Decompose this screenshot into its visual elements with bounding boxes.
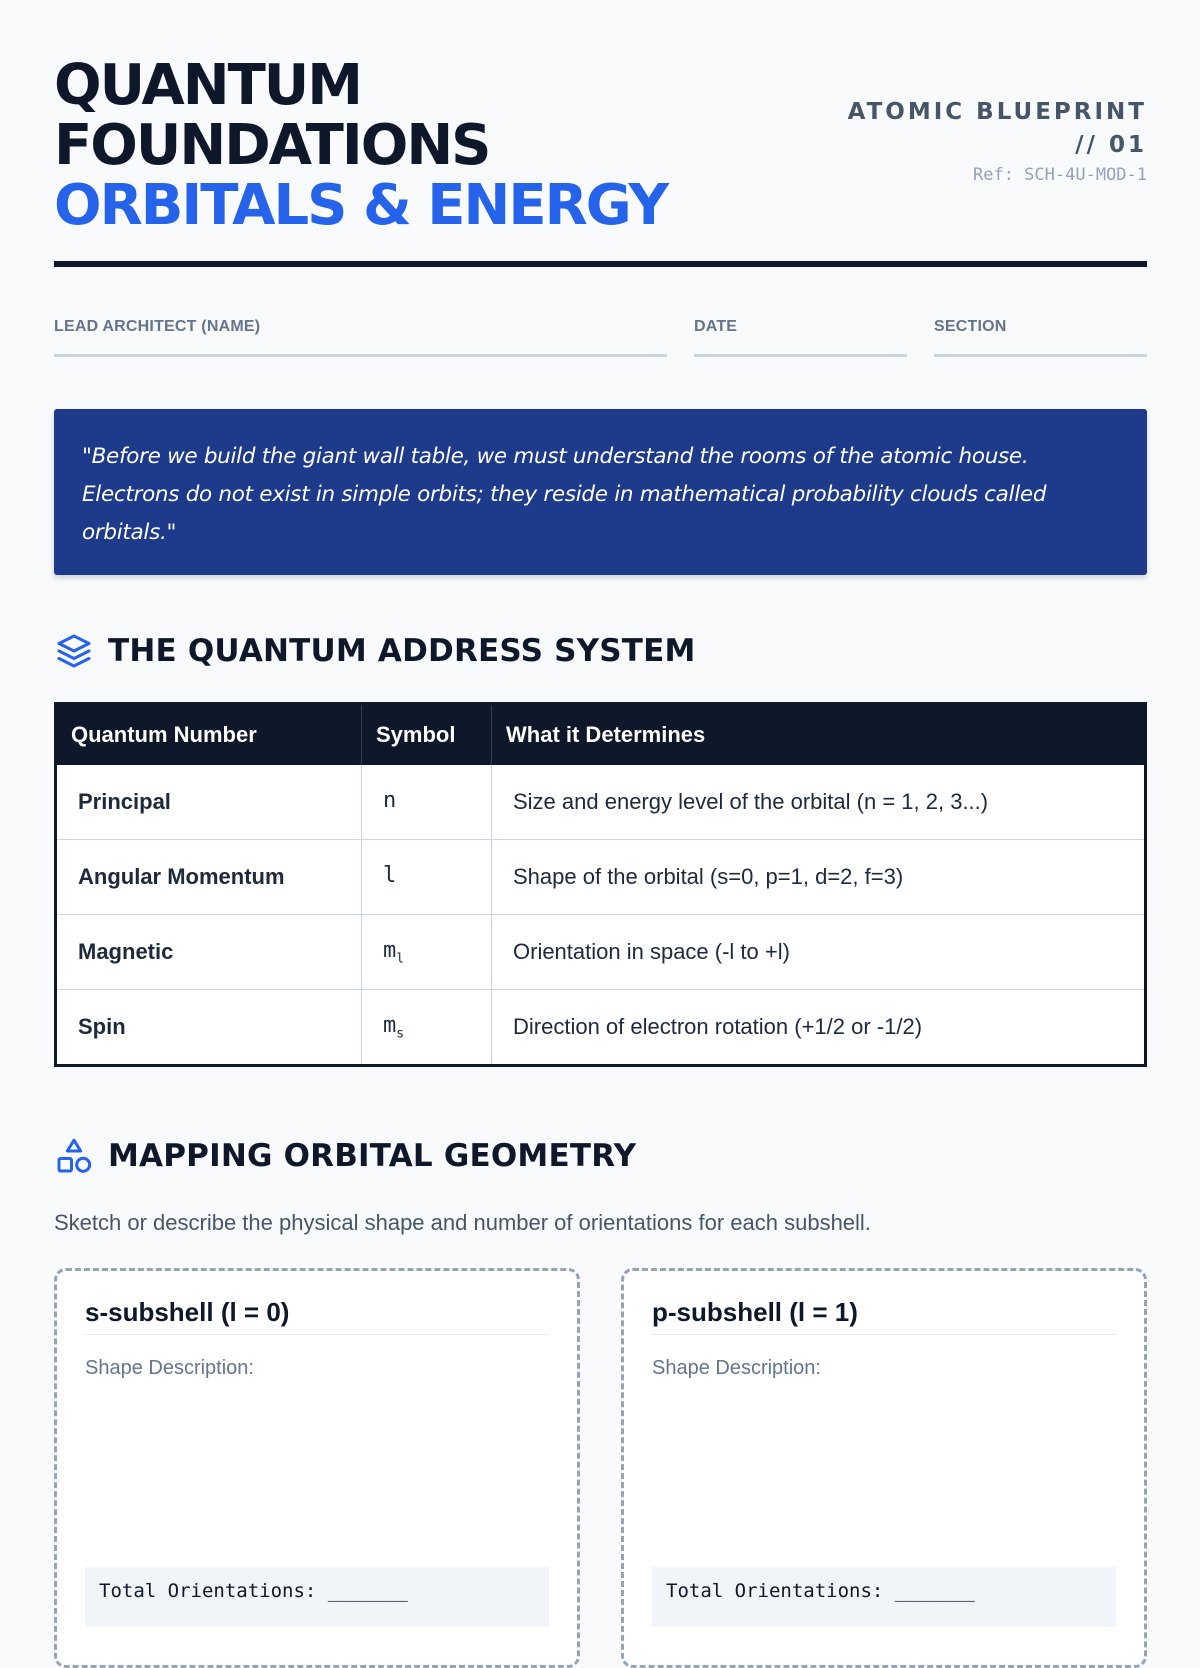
intro-quote	[54, 409, 1147, 575]
geometry-instructions: Sketch or describe the physical shape and number of orientations for each subshell.	[54, 1210, 871, 1235]
row-description: Size and energy level of the orbital (n = 1, 2, 3...)	[492, 765, 1146, 840]
address-system-heading	[54, 631, 696, 671]
p-subshell-title: p-subshell (l = 1)	[652, 1297, 1116, 1335]
s-subshell-title: s-subshell (l = 0)	[85, 1297, 549, 1335]
header-divider	[54, 261, 1147, 267]
name-field[interactable]	[54, 318, 667, 357]
name-field-label: LEAD ARCHITECT (NAME)	[54, 318, 261, 335]
section-field-label: SECTION	[934, 318, 1007, 335]
row-name: Angular Momentum	[56, 840, 362, 915]
symbol-main: n	[383, 787, 397, 813]
date-field[interactable]	[694, 318, 907, 357]
table-row	[56, 915, 1146, 990]
row-symbol	[362, 840, 492, 915]
row-symbol	[362, 990, 492, 1066]
symbol-subscript: s	[396, 1026, 405, 1042]
title-line-1: QUANTUM	[54, 53, 361, 118]
blueprint-tag	[827, 96, 1147, 186]
s-total-orientations[interactable]: Total Orientations: _______	[85, 1567, 549, 1627]
layers-icon	[54, 631, 94, 671]
row-name: Magnetic	[56, 915, 362, 990]
table-row	[56, 765, 1146, 840]
quote-text: "Before we build the giant wall table, we must understand the rooms of the atomic house. Electrons do not exist in simple orbits; they reside in mathematical probability clouds called orbitals."	[82, 444, 1047, 545]
blueprint-label: ATOMIC BLUEPRINT // 01	[847, 99, 1147, 158]
shapes-icon	[54, 1136, 94, 1176]
p-subshell-card[interactable]	[621, 1268, 1147, 1668]
row-symbol	[362, 765, 492, 840]
row-name: Spin	[56, 990, 362, 1066]
symbol-subscript: l	[396, 951, 405, 967]
symbol-main: l	[383, 862, 397, 888]
row-description: Shape of the orbital (s=0, p=1, d=2, f=3)	[492, 840, 1146, 915]
column-header-determines: What it Determines	[492, 704, 1146, 766]
p-shape-description-label: Shape Description:	[652, 1357, 821, 1379]
column-header-symbol: Symbol	[362, 704, 492, 766]
s-shape-description-label: Shape Description:	[85, 1357, 254, 1379]
geometry-title: MAPPING ORBITAL GEOMETRY	[108, 1138, 637, 1174]
quantum-number-table	[54, 702, 1147, 1067]
title-block	[54, 53, 668, 238]
table-header-row	[56, 704, 1146, 766]
symbol-main: m	[383, 937, 397, 963]
row-symbol	[362, 915, 492, 990]
subtitle: ORBITALS & ENERGY	[54, 173, 668, 238]
worksheet-page	[54, 0, 1147, 1600]
column-header-number: Quantum Number	[56, 704, 362, 766]
s-subshell-card[interactable]	[54, 1268, 580, 1668]
address-system-title: THE QUANTUM ADDRESS SYSTEM	[108, 633, 696, 669]
section-field[interactable]	[934, 318, 1147, 357]
date-field-label: DATE	[694, 318, 738, 335]
table-row	[56, 990, 1146, 1066]
p-total-orientations[interactable]: Total Orientations: _______	[652, 1567, 1116, 1627]
row-description: Orientation in space (-l to +l)	[492, 915, 1146, 990]
geometry-heading	[54, 1136, 636, 1176]
symbol-main: m	[383, 1012, 397, 1038]
title-line-2: FOUNDATIONS	[54, 113, 490, 178]
table-row	[56, 840, 1146, 915]
reference-code: Ref: SCH-4U-MOD-1	[973, 165, 1147, 185]
row-name: Principal	[56, 765, 362, 840]
row-description: Direction of electron rotation (+1/2 or -1/2)	[513, 1014, 923, 1039]
